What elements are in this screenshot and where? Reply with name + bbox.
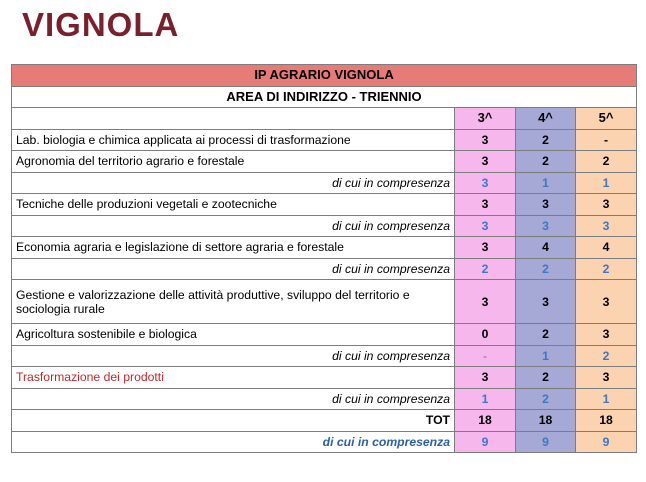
compresenza-3: 2 — [455, 258, 516, 280]
subject-label: Agricoltura sostenibile e biologica — [12, 324, 455, 346]
compresenza-3: 3 — [455, 172, 516, 194]
table-row — [12, 194, 637, 216]
total-5: 18 — [576, 410, 637, 432]
subject-label: Lab. biologia e chimica applicata ai processi di trasformazione — [12, 129, 455, 151]
compresenza-row — [12, 172, 637, 194]
hours-4: 3 — [516, 280, 576, 324]
page-title: VIGNOLA — [22, 6, 180, 43]
compresenza-5: 1 — [576, 172, 637, 194]
column-header-3: 3^ — [455, 108, 516, 130]
total-row — [12, 410, 637, 432]
hours-5: - — [576, 129, 637, 151]
table-row — [12, 367, 637, 389]
compresenza-5: 3 — [576, 215, 637, 237]
hours-3: 3 — [455, 194, 516, 216]
school-banner: IP AGRARIO VIGNOLA — [12, 65, 637, 87]
compresenza-5: 1 — [576, 388, 637, 410]
compresenza-5: 2 — [576, 345, 637, 367]
compresenza-4: 3 — [516, 215, 576, 237]
hours-5: 3 — [576, 280, 637, 324]
table-row — [12, 129, 637, 151]
column-header-4: 4^ — [516, 108, 576, 130]
subject-label: Gestione e valorizzazione delle attività produttive, sviluppo del territorio e sociologia rurale — [12, 280, 455, 324]
compresenza-5: 2 — [576, 258, 637, 280]
compresenza-row — [12, 388, 637, 410]
hours-4: 2 — [516, 324, 576, 346]
hours-4: 2 — [516, 151, 576, 173]
hours-3: 3 — [455, 237, 516, 259]
column-header-5: 5^ — [576, 108, 637, 130]
hours-3: 3 — [455, 280, 516, 324]
hours-4: 3 — [516, 194, 576, 216]
area-row — [12, 86, 637, 108]
banner-row — [12, 65, 637, 87]
compresenza-3: - — [455, 345, 516, 367]
hours-5: 2 — [576, 151, 637, 173]
compresenza-label: di cui in compresenza — [12, 258, 455, 280]
compresenza-4: 1 — [516, 172, 576, 194]
compresenza-label: di cui in compresenza — [12, 172, 455, 194]
compresenza-row — [12, 258, 637, 280]
subject-label: Economia agraria e legislazione di settore agraria e forestale — [12, 237, 455, 259]
compresenza-4: 1 — [516, 345, 576, 367]
compresenza-label: di cui in compresenza — [12, 215, 455, 237]
hours-4: 2 — [516, 367, 576, 389]
compresenza-3: 1 — [455, 388, 516, 410]
table-row — [12, 151, 637, 173]
total-3: 18 — [455, 410, 516, 432]
subject-label: Trasformazione dei prodotti — [12, 367, 455, 389]
compresenza-4: 2 — [516, 388, 576, 410]
hours-5: 4 — [576, 237, 637, 259]
hours-3: 3 — [455, 151, 516, 173]
total-4: 18 — [516, 410, 576, 432]
subject-label: Tecniche delle produzioni vegetali e zootecniche — [12, 194, 455, 216]
compresenza-total-row — [12, 431, 637, 453]
hours-5: 3 — [576, 194, 637, 216]
compresenza-total-label: di cui in compresenza — [12, 431, 455, 453]
compresenza-3: 3 — [455, 215, 516, 237]
table-row — [12, 324, 637, 346]
compresenza-total-5: 9 — [576, 431, 637, 453]
empty-header-cell — [12, 108, 455, 130]
subject-label: Agronomia del territorio agrario e forestale — [12, 151, 455, 173]
column-header-row — [12, 108, 637, 130]
compresenza-4: 2 — [516, 258, 576, 280]
total-label: TOT — [12, 410, 455, 432]
hours-3: 3 — [455, 367, 516, 389]
hours-4: 4 — [516, 237, 576, 259]
table-row — [12, 280, 637, 324]
hours-4: 2 — [516, 129, 576, 151]
hours-3: 3 — [455, 129, 516, 151]
curriculum-table — [11, 64, 637, 453]
area-title: AREA DI INDIRIZZO - TRIENNIO — [12, 86, 637, 108]
hours-3: 0 — [455, 324, 516, 346]
table-row — [12, 237, 637, 259]
hours-5: 3 — [576, 324, 637, 346]
hours-5: 3 — [576, 367, 637, 389]
compresenza-row — [12, 215, 637, 237]
compresenza-total-3: 9 — [455, 431, 516, 453]
compresenza-label: di cui in compresenza — [12, 345, 455, 367]
compresenza-total-4: 9 — [516, 431, 576, 453]
compresenza-row — [12, 345, 637, 367]
compresenza-label: di cui in compresenza — [12, 388, 455, 410]
